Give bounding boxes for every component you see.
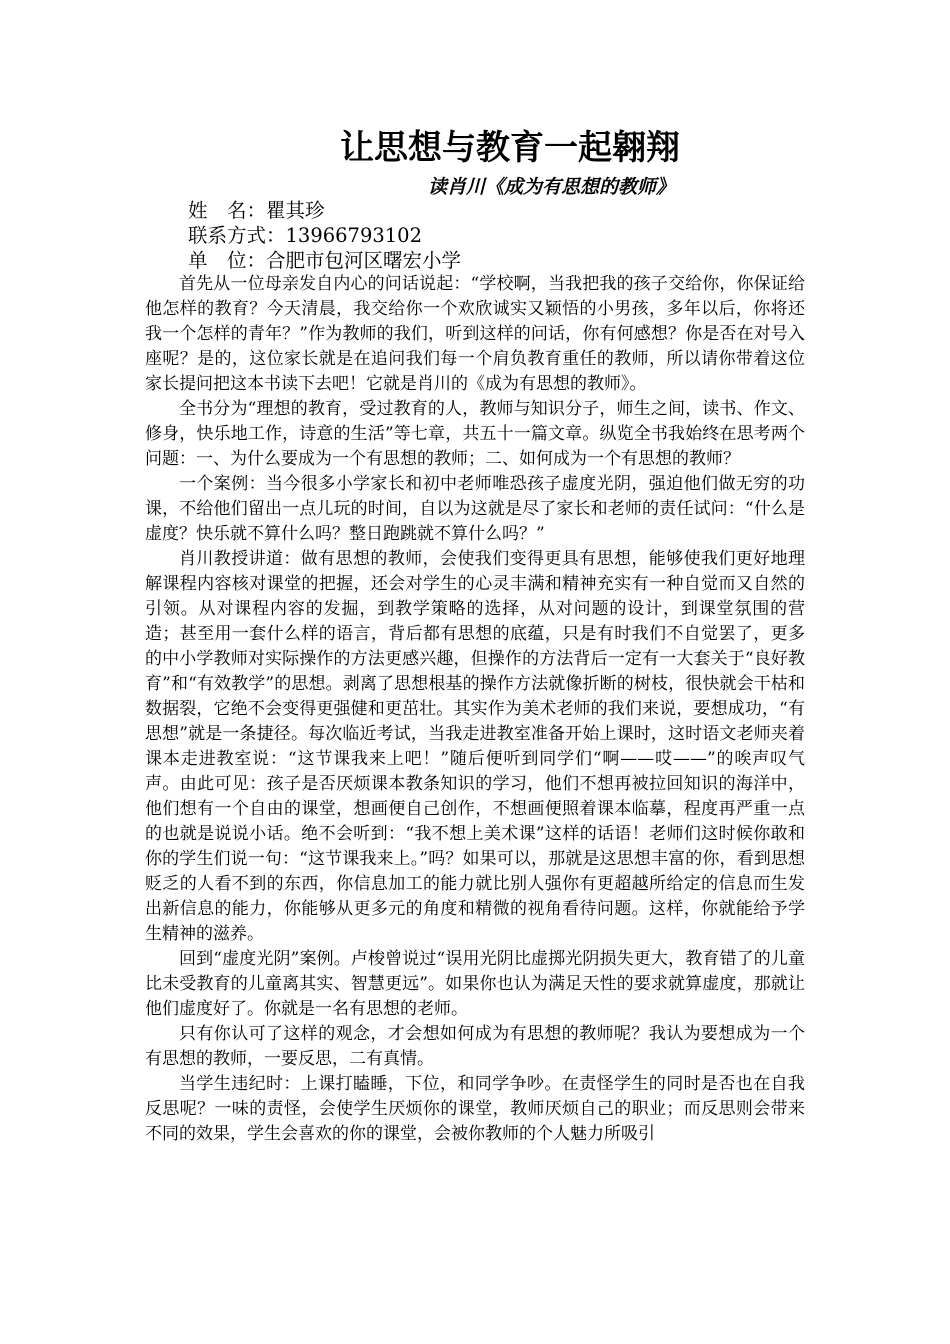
contact-label: 联系方式： [188,224,286,247]
paragraph: 全书分为“理想的教育，受过教育的人，教师与知识分子，师生之间，读书、作文、修身，快乐地工作，诗意的生活”等七章，共五十一篇文章。纵览全书我始终在思考两个问题：一、为什么要成为一个有思想的教师；二、如何成为一个有思想的教师？ [145,399,805,469]
paragraph: 首先从一位母亲发自内心的问话说起：“学校啊，当我把我的孩子交给你，你保证给他怎样的教育？今天清晨，我交给你一个欢欣诚实又颖悟的小男孩，多年以后，你将还我一个怎样的青年？”作为教师的我们，听到这样的问话，你有何感想？你是否在对号入座呢？是的，这位家长就是在追问我们每一个肩负教育重任的教师，所以请你带着这位家长提问把这本书读下去吧！它就是肖川的《成为有思想的教师》。 [145,274,805,394]
paragraph: 当学生违纪时：上课打瞌睡，下位，和同学争吵。在责怪学生的同时是否也在自我反思呢？一味的责怪，会使学生厌烦你的课堂，教师厌烦自己的职业；而反思则会带来不同的效果，学生会喜欢的你的课堂，会被你教师的个人魅力所吸引 [145,1074,805,1144]
unit-label: 单 位： [188,249,267,272]
body-text [145,272,805,1147]
author-label: 姓 名： [188,199,267,222]
document-title: 让思想与教育一起翱翔 [340,128,680,168]
paragraph: 只有你认可了这样的观念，才会想如何成为有思想的教师呢？我认为要想成为一个有思想的教师，一要反思，二有真情。 [145,1024,805,1069]
unit-value: 合肥市包河区曙宏小学 [266,249,462,272]
contact-value: 13966793102 [285,224,422,247]
contact-line [188,223,422,248]
paragraph: 肖川教授讲道：做有思想的教师，会使我们变得更具有思想，能够使我们更好地理解课程内容核对课堂的把握，还会对学生的心灵丰满和精神充实有一种自觉而又自然的引领。从对课程内容的发掘，到教学策略的选择，从对问题的设计，到课堂氛围的营造；甚至用一套什么样的语言，背后都有思想的底蕴，只是有时我们不自觉罢了，更多的中小学教师对实际操作的方法更感兴趣，但操作的方法背后一定有一大套关于“良好教育”和“有效教学”的思想。剥离了思想根基的操作方法就像折断的树枝，很快就会干枯和数据裂，它绝不会变得更强健和更茁壮。其实作为美术老师的我们来说，要想成功，“有思想”就是一条捷径。每次临近考试，当我走进教室准备开始上课时，这时语文老师夹着课本走进教室说：“这节课我来上吧！”随后便听到同学们“啊——哎——”的唉声叹气声。由此可见：孩子是否厌烦课本教条知识的学习，他们不想再被拉回知识的海洋中，他们想有一个自由的课堂，想画便自己创作，不想画便照着课本临摹，程度再严重一点的也就是说说小话。绝不会听到：“我不想上美术课”这样的话语！老师们这时候你敢和你的学生们说一句：“这节课我来上。”吗？如果可以，那就是这思想丰富的你，看到思想贬乏的人看不到的东西，你信息加工的能力就比别人强你有更超越所给定的信息而生发出新信息的能力，你能够从更多元的角度和精微的视角看待问题。这样，你就能给予学生精神的滋养。 [145,549,805,944]
paragraph: 回到“虚度光阴”案例。卢梭曾说过“误用光阴比虚掷光阴损失更大，教育错了的儿童比未受教育的儿童离其实、智慧更远”。如果你也认为满足天性的要求就算虚度，那就让他们虚度好了。你就是一名有思想的老师。 [145,949,805,1019]
paragraph: 一个案例：当今很多小学家长和初中老师唯恐孩子虚度光阴，强迫他们做无穷的功课，不给他们留出一点儿玩的时间，自以为这就是尽了家长和老师的责任试问：“什么是虚度？快乐就不算什么吗？整日跑跳就不算什么吗？” [145,474,805,544]
document-subtitle: 读肖川《成为有思想的教师》 [428,176,676,198]
unit-line [188,248,461,273]
author-value: 瞿其珍 [266,199,325,222]
author-line [188,198,325,223]
